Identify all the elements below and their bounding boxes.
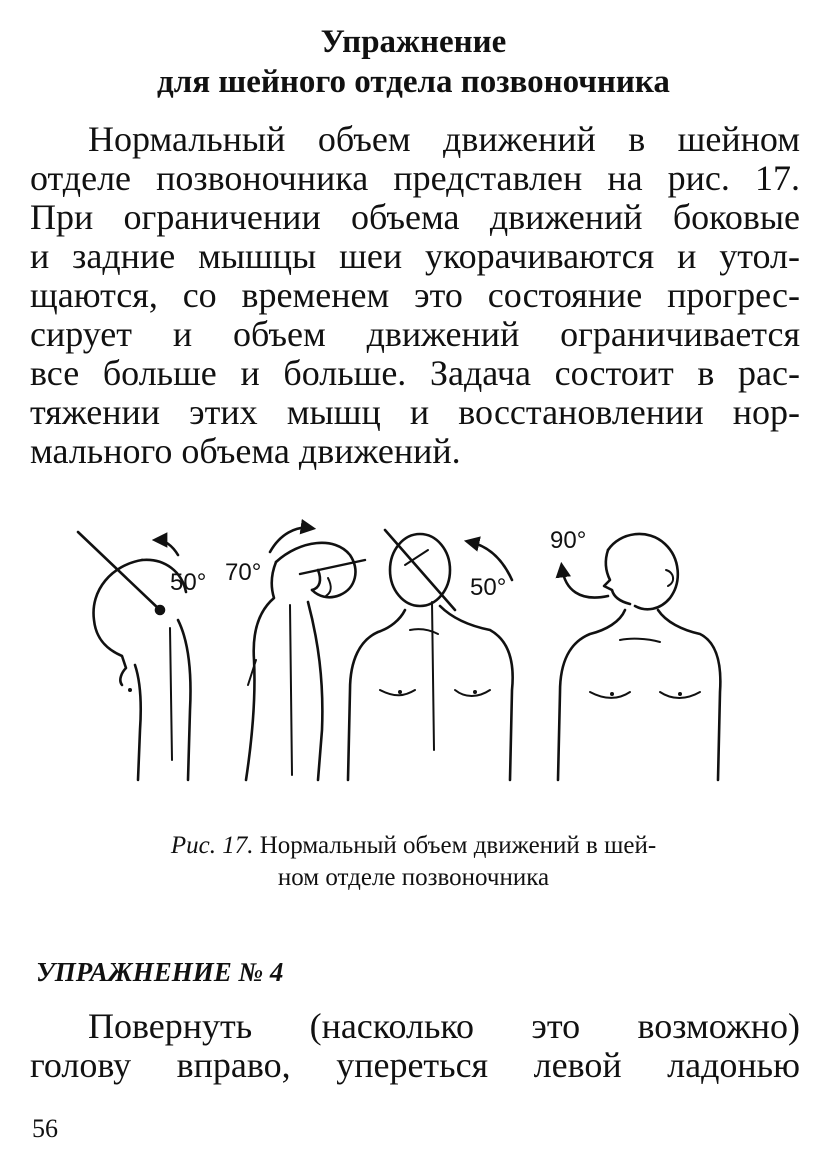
exercise-paragraph — [30, 1007, 800, 1085]
intro-paragraph — [30, 120, 800, 471]
angle-label-rotation: 90° — [550, 527, 587, 554]
figure-rotation-front-view — [558, 534, 720, 780]
paragraph-line: тяжении этих мышц и восстановлении нор- — [30, 392, 800, 432]
section-title-line-1: Упражнение — [320, 24, 507, 60]
section-title-line-2: для шейного отдела позвоночника — [157, 64, 670, 100]
page-number: 56 — [32, 1114, 58, 1143]
paragraph-line: мального объема движений. — [30, 431, 461, 471]
angle-label-flexion: 50° — [170, 569, 207, 596]
paragraph-line: При ограничении объема движений боковые — [30, 197, 800, 237]
paragraph-line: все больше и больше. Задача состоит в рас- — [30, 353, 800, 393]
figure-lateral-tilt-front-view — [348, 530, 513, 780]
paragraph-line: отделе позвоночника представлен на рис. 17. — [30, 158, 800, 198]
caption-text-line-1: Нормальный объем движений в шей- — [253, 832, 657, 859]
section-title — [0, 22, 827, 102]
paragraph-line: Повернуть (насколько это возможно) — [88, 1006, 800, 1046]
figure-caption — [0, 830, 827, 894]
figure-reference: Рис. 17. — [170, 832, 254, 859]
neck-range-of-motion-illustration — [60, 510, 740, 795]
paragraph-line: сирует и объем движений ограничивается — [30, 314, 800, 354]
exercise-heading: УПРАЖНЕНИЕ № 4 — [36, 957, 284, 987]
paragraph-line: Нормальный объем движений в шейном — [88, 119, 800, 159]
paragraph-line: голову вправо, упереться левой ладонью — [30, 1045, 800, 1085]
angle-label-extension: 70° — [225, 559, 262, 586]
caption-text-line-2: ном отделе позвоночника — [277, 864, 550, 891]
paragraph-line: и задние мышцы шеи укорачиваются и утол- — [30, 236, 800, 276]
paragraph-line: щаются, со временем это состояние прогрес- — [30, 275, 800, 315]
angle-label-lateral-tilt: 50° — [470, 574, 507, 601]
figure-extension-side-view — [246, 528, 365, 780]
